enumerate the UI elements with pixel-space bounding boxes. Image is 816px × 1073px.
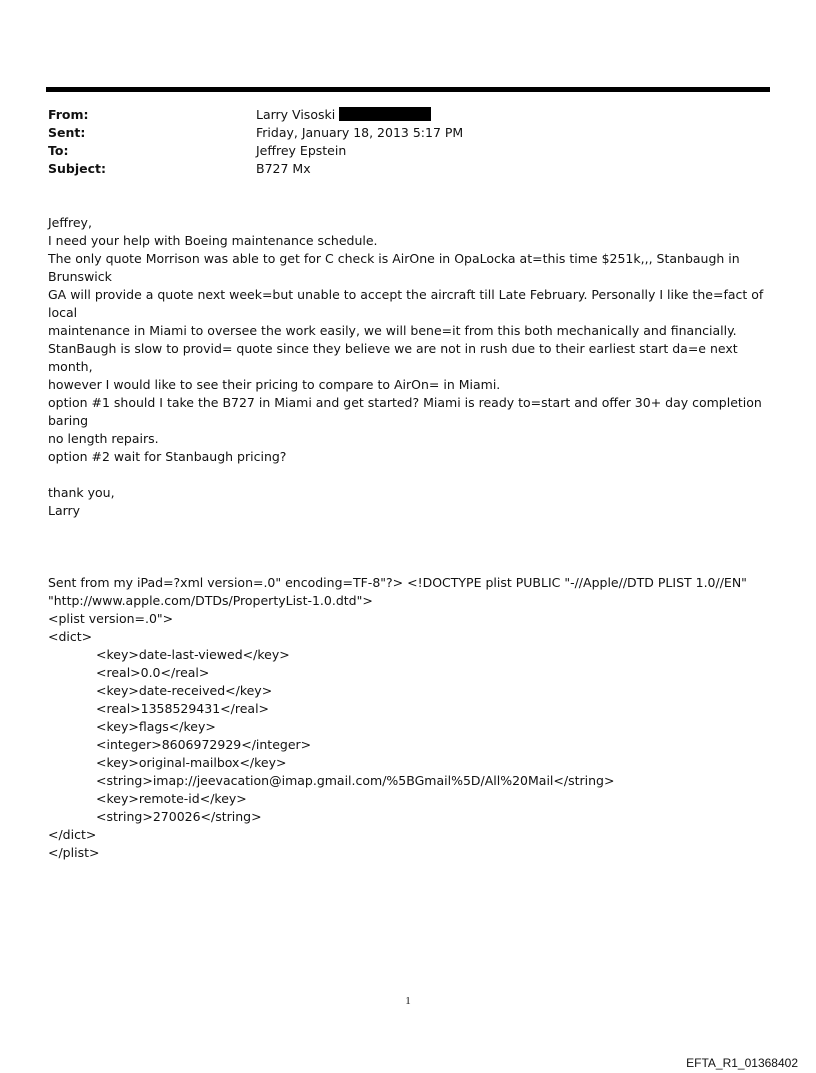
plist-line: <dict> xyxy=(48,629,93,644)
subject-value: B727 Mx xyxy=(256,161,311,176)
plist-entry: <key>original-mailbox</key> xyxy=(96,755,287,770)
plist-line: </dict> xyxy=(48,827,97,842)
spacer xyxy=(48,520,773,574)
spacer xyxy=(48,466,773,484)
plist-line: Sent from my iPad=?xml version=.0" encoding=TF-8"?> <!DOCTYPE plist PUBLIC "-//Apple//DTD PLIST 1.0//EN" xyxy=(48,575,747,590)
email-headers xyxy=(48,106,768,178)
header-rule xyxy=(46,87,770,92)
plist-entry: <key>date-last-viewed</key> xyxy=(96,647,290,662)
plist-entry: <key>remote-id</key> xyxy=(96,791,247,806)
sent-value: Friday, January 18, 2013 5:17 PM xyxy=(256,125,464,140)
from-name: Larry Visoski xyxy=(256,107,336,122)
plist-line: "http://www.apple.com/DTDs/PropertyList-1.0.dtd"> xyxy=(48,593,373,608)
from-value xyxy=(256,106,431,124)
subject-label: Subject: xyxy=(48,161,106,176)
to-row xyxy=(48,142,768,160)
body-line: option #1 should I take the B727 in Miami and get started? Miami is ready to=start and offer 30+ day completion baring xyxy=(48,395,762,428)
plist-entry: <key>flags</key> xyxy=(96,719,216,734)
body-line: however I would like to see their pricing to compare to AirOn= in Miami. xyxy=(48,377,501,392)
body-line: no length repairs. xyxy=(48,431,159,446)
sent-label: Sent: xyxy=(48,125,86,140)
subject-row xyxy=(48,160,768,178)
plist-entry: <real>0.0</real> xyxy=(96,665,210,680)
plist-entry: <string>270026</string> xyxy=(96,809,262,824)
closing: thank you, xyxy=(48,485,115,500)
document-id: EFTA_R1_01368402 xyxy=(686,1056,798,1070)
body-line: option #2 wait for Stanbaugh pricing? xyxy=(48,449,287,464)
page-number: 1 xyxy=(405,995,411,1007)
body-line: GA will provide a quote next week=but unable to accept the aircraft till Late February. Personally I like the=fact of local xyxy=(48,287,764,320)
from-row xyxy=(48,106,768,124)
redaction-box xyxy=(339,107,431,121)
from-label: From: xyxy=(48,107,89,122)
plist-entry: <string>imap://jeevacation@imap.gmail.com/%5BGmail%5D/All%20Mail</string> xyxy=(96,773,615,788)
body-line: StanBaugh is slow to provid= quote since they believe we are not in rush due to their earliest start da=e next month, xyxy=(48,341,738,374)
sent-row xyxy=(48,124,768,142)
plist-entry: <key>date-received</key> xyxy=(96,683,273,698)
plist-line: </plist> xyxy=(48,845,100,860)
body-line: maintenance in Miami to oversee the work easily, we will bene=it from this both mechanically and financially. xyxy=(48,323,737,338)
email-body xyxy=(48,214,773,862)
plist-line: <plist version=.0"> xyxy=(48,611,174,626)
body-line: I need your help with Boeing maintenance schedule. xyxy=(48,233,378,248)
body-line: The only quote Morrison was able to get for C check is AirOne in OpaLocka at=this time $251k,,, Stanbaugh in Brunswick xyxy=(48,251,740,284)
plist-entry: <integer>8606972929</integer> xyxy=(96,737,312,752)
signature: Larry xyxy=(48,503,81,518)
plist-entry: <real>1358529431</real> xyxy=(96,701,270,716)
greeting: Jeffrey, xyxy=(48,215,92,230)
to-value: Jeffrey Epstein xyxy=(256,143,347,158)
to-label: To: xyxy=(48,143,69,158)
